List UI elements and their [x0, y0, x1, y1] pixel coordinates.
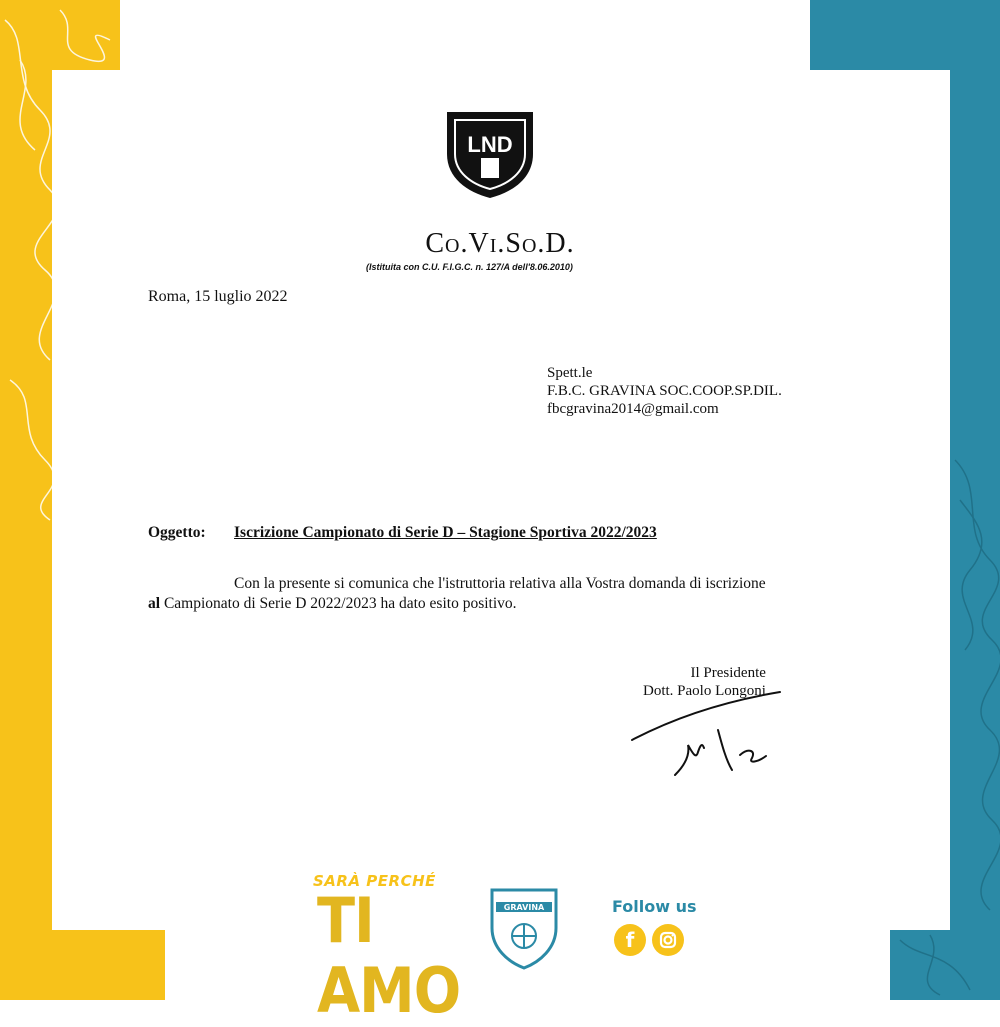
letter-date: Roma, 15 luglio 2022 [148, 288, 288, 305]
svg-text:GRAVINA: GRAVINA [503, 903, 545, 912]
facebook-icon[interactable]: f [614, 924, 646, 956]
recipient-name: F.B.C. GRAVINA SOC.COOP.SP.DIL. [547, 383, 782, 399]
handwritten-signature [630, 690, 790, 785]
subject-line [148, 524, 657, 542]
gravina-crest [488, 884, 560, 970]
slogan-small-text: SARÀ PERCHÉ [313, 872, 436, 890]
subject-text: Iscrizione Campionato di Serie D – Stagione Sportiva 2022/2023 [234, 524, 657, 541]
follow-us-label: Follow us [612, 897, 697, 916]
body-line-2-bold: al [148, 595, 161, 612]
subject-label: Oggetto: [148, 524, 206, 541]
slogan-big-text: TI AMO [317, 884, 461, 1027]
body-line-2: Campionato di Serie D 2022/2023 ha dato esito positivo. [160, 595, 517, 612]
svg-text:LND: LND [467, 132, 513, 157]
recipient-salutation: Spett.le [547, 365, 593, 381]
recipient-address [547, 364, 782, 418]
signer-name: Dott. Paolo Longoni [643, 683, 766, 699]
slogan-logo [313, 872, 461, 1027]
org-name: Co.Vi.So.D. [425, 228, 575, 259]
letter-body [148, 574, 866, 614]
signer-title: Il Presidente [690, 665, 766, 681]
lnd-logo [443, 108, 537, 200]
recipient-email: fbcgravina2014@gmail.com [547, 401, 719, 417]
body-line-1: Con la presente si comunica che l'istruttoria relativa alla Vostra domanda di iscrizione [234, 575, 766, 592]
instagram-icon[interactable] [652, 924, 684, 956]
org-subtitle: (Istituita con C.U. F.I.G.C. n. 127/A dell'8.06.2010) [366, 262, 573, 272]
